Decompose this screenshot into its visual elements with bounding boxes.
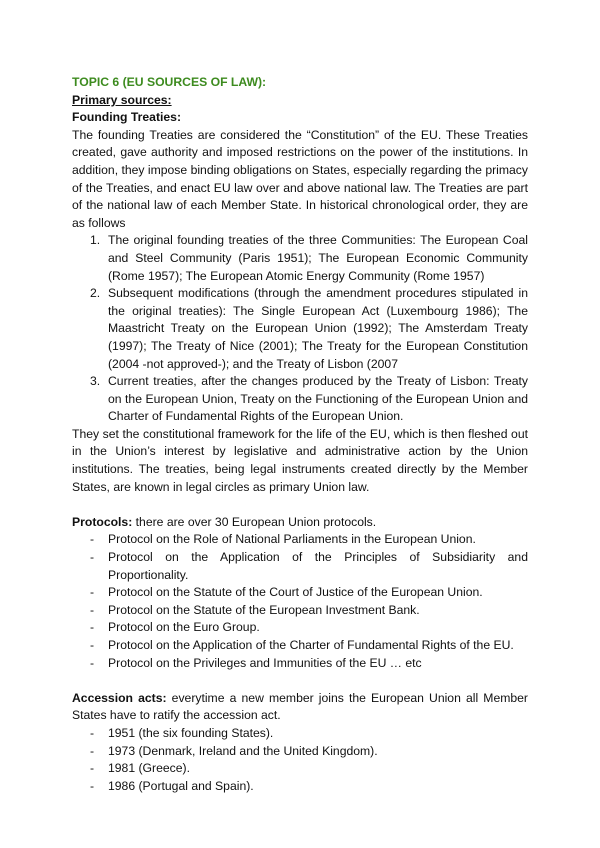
list-text: Protocol on the Statute of the European Investment Bank. [108, 602, 420, 617]
accession-list [72, 725, 528, 795]
list-text: Current treaties, after the changes produced by the Treaty of Lisbon: Treaty on the European Union, Treaty on the Functioning of the European Union and Charter of Fundamental Rights of the European Union. [108, 374, 528, 424]
accession-text: everytime a new member joins the European Union all Member States have to ratify the accession act. [72, 690, 528, 723]
dash-bullet: - [90, 778, 95, 793]
dash-bullet: - [90, 532, 95, 547]
list-text: Protocol on the Statute of the Court of Justice of the European Union. [108, 585, 483, 600]
list-text: 1951 (the six founding States). [108, 725, 274, 740]
document-page [72, 74, 528, 795]
list-text: Protocol on the Privileges and Immunities of the EU … etc [108, 655, 422, 670]
list-item [72, 655, 528, 673]
list-text: Protocol on the Role of National Parliaments in the European Union. [108, 532, 476, 547]
dash-bullet: - [90, 620, 95, 635]
list-item [72, 584, 528, 602]
dash-bullet: - [90, 743, 95, 758]
founding-paragraph: The founding Treaties are considered the “Constitution” of the EU. These Treaties created, gave authority and imposed restrictions on the power of the institutions. In addition, they impose binding obligations on States, especially regarding the primacy of the Treaties, and enact EU law over and above national law. The Treaties are part of the national law of each Member State. In historical chronological order, they are as follows [72, 127, 528, 230]
list-item [72, 549, 528, 584]
list-item [72, 725, 528, 743]
accession-label: Accession acts: [72, 690, 167, 705]
founding-treaties-heading: Founding Treaties: [72, 110, 182, 125]
list-item [72, 285, 528, 373]
topic-title: TOPIC 6 (EU SOURCES OF LAW): [72, 75, 267, 89]
dash-bullet: - [90, 638, 95, 652]
primary-sources-heading: Primary sources: [72, 92, 172, 107]
list-item [72, 743, 528, 761]
list-item [72, 602, 528, 620]
list-text: Protocol on the Application of the Principles of Subsidiarity and Proportionality. [108, 550, 528, 582]
list-item [72, 637, 528, 655]
list-text: 1986 (Portugal and Spain). [108, 778, 254, 793]
treaties-list [72, 232, 528, 426]
dash-bullet: - [90, 550, 95, 565]
list-item [72, 619, 528, 637]
list-item [72, 778, 528, 796]
list-item [72, 373, 528, 426]
dash-bullet: - [90, 761, 95, 776]
list-text: 1981 (Greece). [108, 761, 190, 776]
list-text: Protocol on the Application of the Charter of Fundamental Rights of the EU. [108, 638, 514, 652]
list-item [72, 232, 528, 285]
protocols-intro [72, 514, 528, 532]
dash-bullet: - [90, 725, 95, 740]
dash-bullet: - [90, 602, 95, 617]
list-number: 2. [90, 286, 101, 301]
list-text: The original founding treaties of the three Communities: The European Coal and Steel Community (Paris 1951); The European Economic Community (Rome 1957); The European Atomic Energy Community (Rome 1957) [108, 233, 528, 283]
list-text: 1973 (Denmark, Ireland and the United Kingdom). [108, 743, 378, 758]
list-text: Protocol on the Euro Group. [108, 620, 260, 635]
accession-intro [72, 690, 528, 725]
protocols-text: there are over 30 European Union protocols. [132, 514, 377, 529]
list-item [72, 760, 528, 778]
list-number: 3. [90, 374, 101, 389]
protocols-label: Protocols: [72, 514, 133, 529]
list-item [72, 531, 528, 549]
framework-paragraph: They set the constitutional framework for the life of the EU, which is then fleshed out in the Union’s interest by legislative and administrative action by the Union institutions. The treaties, being legal instruments created directly by the Member States, are known in legal circles as primary Union law. [72, 426, 528, 494]
dash-bullet: - [90, 585, 95, 600]
list-text: Subsequent modifications (through the amendment procedures stipulated in the original treaties): The Single European Act (Luxembourg 1986); The Maastricht Treaty on the European Union (1992); The Amsterdam Treaty (1997); The Treaty of Nice (2001); The Treaty for the European Constitution (2004 -not approved-); and the Treaty of Lisbon (2007 [108, 286, 528, 371]
protocols-list [72, 531, 528, 672]
list-number: 1. [90, 233, 101, 248]
dash-bullet: - [90, 655, 95, 670]
